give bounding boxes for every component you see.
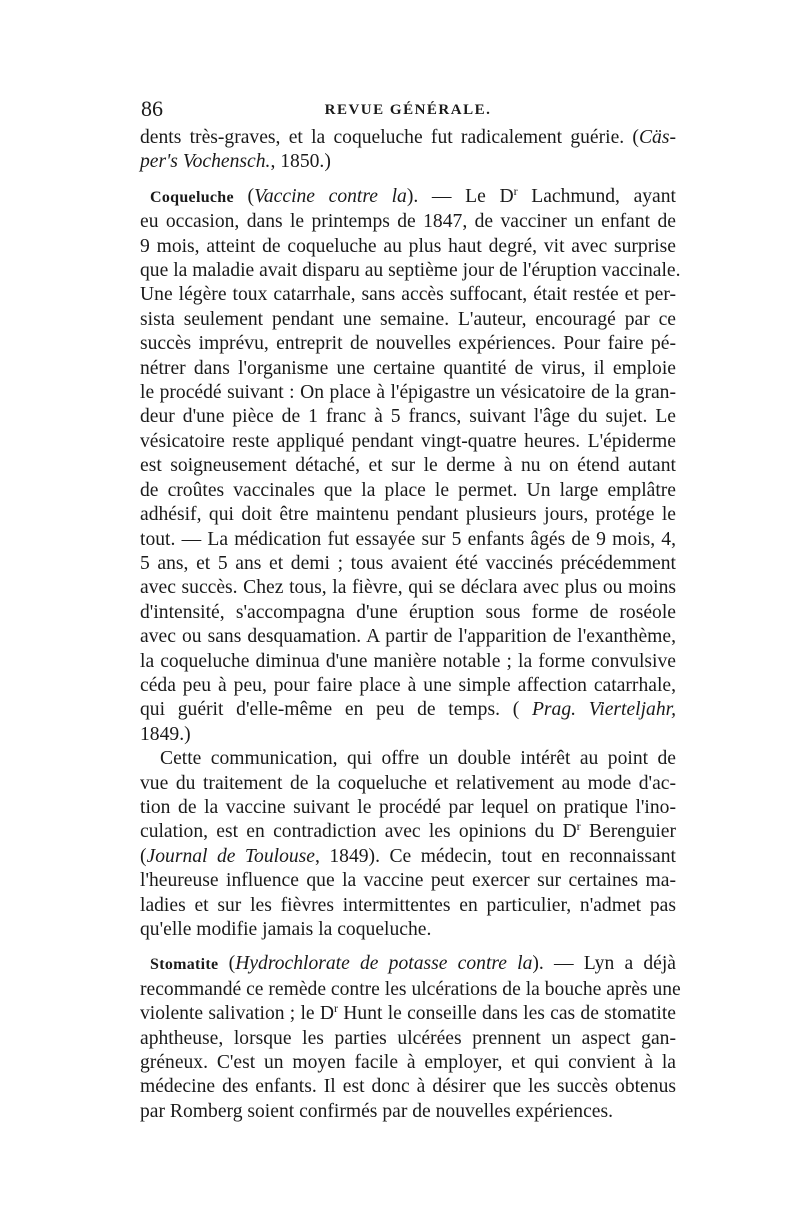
section-stomatite xyxy=(140,952,681,1124)
text-line: Une légère toux catarrhale, sans accès suffocant, était restée et per- xyxy=(140,284,676,306)
section-heading: Stomatite xyxy=(150,956,219,974)
text-line: avec succès. Chez tous, la fièvre, qui se déclara avec plus ou moins xyxy=(140,577,676,599)
text-line: recommandé ce remède contre les ulcérations de la bouche après une xyxy=(140,978,681,1000)
text-line: tout. — La médication fut essayée sur 5 enfants âgés de 9 mois, 4, xyxy=(140,528,676,550)
text-line: aphtheuse, lorsque les parties ulcérées prennent un aspect gan- xyxy=(140,1027,676,1049)
text-line: la coqueluche diminua d'une manière notable ; la forme convulsive xyxy=(140,650,676,672)
text-line: deur d'une pièce de 1 franc à 5 francs, suivant l'âge du sujet. Le xyxy=(140,406,676,428)
text-line: dents très-graves, et la coqueluche fut radicalement guérie. (Cäs- xyxy=(140,127,676,148)
text-line: le procédé suivant : On place à l'épigastre un vésicatoire de la gran- xyxy=(140,382,676,404)
text-line: est soigneusement détaché, et sur le derme à nu on étend autant xyxy=(140,455,676,477)
text-line: avec ou sans desquamation. A partir de l'apparition de l'exanthème, xyxy=(140,626,676,648)
text-line: de croûtes vaccinales que la place le permet. Un large emplâtre xyxy=(140,479,676,501)
section-heading-line: Coqueluche (Vaccine contre la). — Le $D^r$ Lachmund, ayant xyxy=(150,183,676,207)
text-line: tion de la vaccine suivant le procédé par lequel on pratique l'ino- xyxy=(140,796,676,818)
section-heading: Coqueluche xyxy=(150,188,234,206)
section-subtitle: Hydrochlorate de potasse contre la xyxy=(235,953,533,975)
text-line: vésicatoire reste appliqué pendant vingt-quatre heures. L'épiderme xyxy=(140,430,676,452)
text-line: vue du traitement de la coqueluche et relativement au mode d'ac- xyxy=(140,772,676,794)
text-line: l'heureuse influence que la vaccine peut exercer sur certaines ma- xyxy=(140,870,676,892)
text-line: d'intensité, s'accompagna d'une éruption sous forme de roséole xyxy=(140,601,676,623)
text-line: nétrer dans l'organisme une certaine quantité de virus, il emploie xyxy=(140,357,676,379)
paragraph-commentary xyxy=(140,747,676,942)
text-line: gréneux. C'est un moyen facile à employer, et qui convient à la xyxy=(140,1052,676,1074)
text-line: ladies et sur les fièvres intermittentes en particulier, n'admet pas xyxy=(140,894,676,916)
section-heading-line: Stomatite (Hydrochlorate de potasse contre la). — Lyn a déjà xyxy=(150,953,676,975)
text-line: que la maladie avait disparu au septième jour de l'éruption vaccinale. xyxy=(140,260,681,282)
book-page xyxy=(140,96,681,1124)
text-line: médecine des enfants. Il est donc à désirer que les succès obtenus xyxy=(140,1076,676,1098)
running-title: REVUE GÉNÉRALE. xyxy=(324,102,492,118)
text-line: succès imprévu, entreprit de nouvelles expériences. Pour faire pé- xyxy=(140,333,676,355)
text-line: sista seulement pendant une semaine. L'auteur, encouragé par ce xyxy=(140,308,676,330)
text-line: eu occasion, dans le printemps de 1847, de vacciner un enfant de xyxy=(140,211,676,233)
text-line: (Journal de Toulouse, 1849). Ce médecin, tout en reconnaissant xyxy=(140,845,676,867)
section-subtitle: Vaccine contre la xyxy=(254,185,407,207)
text-line: Cette communication, qui offre un double intérêt au point de xyxy=(160,748,676,770)
text-line: culation, est en contradiction avec les opinions du $D^r$ Berenguier xyxy=(140,819,676,843)
text-line: par Romberg soient confirmés par de nouvelles expériences. xyxy=(140,1100,613,1122)
text-line: céda peu à peu, pour faire place à une simple affection catarrhale, xyxy=(140,674,676,696)
text-line: 5 ans, et 5 ans et demi ; tous avaient été vaccinés précédemment xyxy=(140,552,676,574)
text-line: qui guérit d'elle-même en peu de temps. ( Prag. Vierteljahr, xyxy=(140,699,676,721)
running-head xyxy=(140,96,676,126)
text-line: 1849.) xyxy=(140,723,191,745)
section-coqueluche xyxy=(140,183,681,747)
citation: Journal de Toulouse xyxy=(146,845,315,867)
text-line: 9 mois, atteint de coqueluche au plus haut degré, vit avec surprise xyxy=(140,235,676,257)
text-line: adhésif, qui doit être maintenu pendant plusieurs jours, protége le xyxy=(140,504,676,526)
text-line: per's Vochensch., 1850.) xyxy=(140,151,331,173)
citation: Prag. Vierteljahr, xyxy=(531,699,676,721)
text-line: qu'elle modifie jamais la coqueluche. xyxy=(140,919,432,940)
page-number: 86 xyxy=(141,96,163,121)
text-line: violente salivation ; le $D^r$ Hunt le conseille dans les cas de stomatite xyxy=(140,1001,676,1025)
top-paragraph xyxy=(140,126,676,175)
